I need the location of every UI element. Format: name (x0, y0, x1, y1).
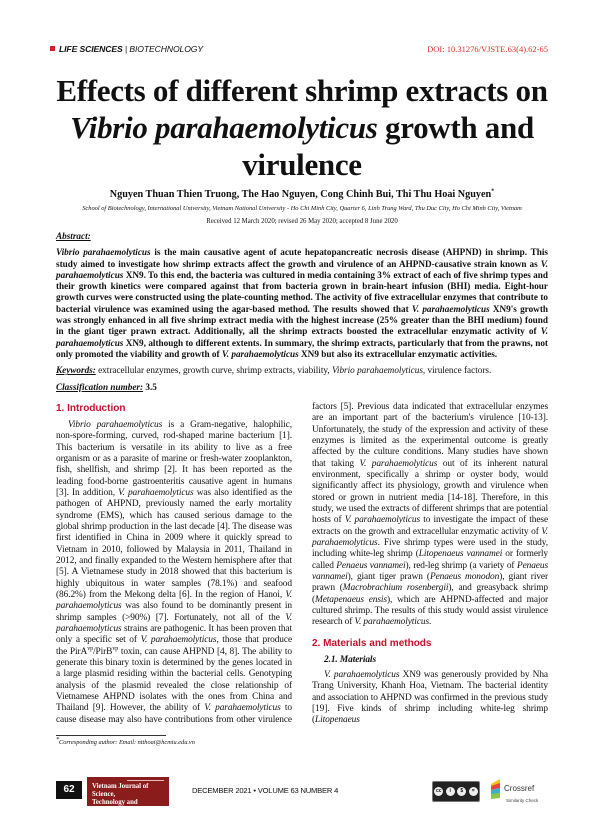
keywords-text (96, 365, 491, 375)
text-segment: /PirB (93, 646, 113, 657)
italic-text: Litopenaeus vannamei (418, 549, 503, 560)
italic-text: Metapenaeus ensis (315, 594, 387, 605)
cc-license-icon[interactable]: cc i $ = (432, 781, 480, 802)
running-header (50, 44, 548, 58)
text-segment: or formerly called (312, 549, 548, 571)
text-segment: , those that produce the PirA (56, 635, 293, 657)
keywords-label: Keywords: (56, 365, 96, 376)
italic-text: V. parahaemolyticus (354, 617, 430, 628)
text-segment: extracellular enzymes, growth curve, shrimp extracts, viability, (95, 365, 332, 376)
heading-materials: 2.1. Materials (324, 654, 376, 665)
text-segment: was also identified as the pathogen of AHPND, previously named the early mortality syndrome (EMS), which has caused serious damage to the global shrimp production in the last decade [4]. The disease was first identified in China in 2009 where it quickly spread to Vietnam in 2010, followed by Malaysia in 2011, Thailand in 2012, and finally expanded to the Western hemisphere after that [5]. A Vietnamese study in 2018 showed that this bacterium is highly ubiquitous in water samples (78.1%) and seafood (86.2%) from the Mekong delta [6]. In the region of Hanoi, (56, 487, 293, 601)
text-segment: XN9 was generously provided by Nha Trang University, Khanh Hoa, Vietnam. The bacterial identity and association to AHPND was confirmed in the previous study [19]. Five kinds of shrimp including white-leg shrimp ( (312, 670, 548, 726)
footnote (56, 738, 548, 747)
doi-link[interactable]: DOI: 10.31276/VJSTE.63(4).62-65 (427, 44, 548, 54)
footnote-divider (56, 735, 166, 736)
text-segment: XN9's growth was strongly enhanced in all five shrimp extract media with the highest increase (25% greater than the BHI medium) found in the giant tiger prawn extract. Additionally, all the shrimp extracts boosted the extracellular enzymatic activity of (56, 303, 548, 337)
crossref-logo[interactable] (491, 779, 561, 809)
materials-paragraph (312, 670, 548, 727)
journal-name-2: Technology and Engineering (92, 798, 138, 814)
text-segment: . Five shrimp types were used in the study, including white-leg shrimp ( (312, 537, 548, 560)
text-segment: is the main causative agent of acute hepatopancreatic necrosis disease (AHPND) in shrimp. This study aimed to investigate how shrimp extracts affect the growth and virulence of an AHPND-causative strain known as (56, 247, 548, 269)
text-segment: vp (112, 645, 119, 652)
heading-introduction: 1. Introduction (56, 402, 126, 414)
italic-text: V. parahaemolyticus (344, 515, 421, 526)
text-segment: to cause disease may also have contributions from other virulence factors [5]. Previous data indicated that extracellular enzymes are an important part of the bacterium's virulence [10-13]. Unfortunately, the study of the expression and activity of these enzymes is limited as the experimental outcome is greatly affected by the culture conditions. Many studies have shown that taking (56, 401, 548, 725)
italic-text: V. parahaemolyticus (312, 526, 548, 548)
italic-text: Macrobrachium rosenbergii (342, 583, 449, 594)
section-marker-icon (50, 46, 55, 51)
abstract-text (56, 247, 548, 360)
page-number: 62 (56, 781, 82, 799)
italic-text: V. parahaemolyticus (324, 670, 400, 681)
text-segment: is a Gram-negative, halophilic, non-spore-forming, curved, rod-shaped marine bacterium [1]. This bacterium is versatile in its ability to live as a free organism or as a parasite of marine or fresh-water zooplankton, fish, shellfish, and shrimp [2]. It has been reported as the leading food-borne gastroenteritis causative agent in humans [3]. In addition, (56, 419, 292, 498)
italic-text: V. parahaemolyticus (56, 326, 548, 348)
italic-text: V. parahaemolyticus (56, 590, 292, 612)
italic-text: Penaeus monodon (429, 572, 500, 583)
italic-text: V. parahaemolyticus (118, 487, 194, 498)
page-footer (56, 777, 548, 814)
abstract-label: Abstract: (56, 231, 91, 241)
classification-value: 3.5 (143, 381, 157, 392)
text-segment: was also found to be dominantly present in shrimp samples (>90%) [7]. Fortunately, not all of the (56, 601, 292, 623)
italic-text: V. parahaemolyticus (56, 612, 292, 635)
article-dates: Received 12 March 2020; revised 26 May 2020; accepted 8 June 2020 (206, 218, 398, 225)
title-line-2: growth and virulence (242, 110, 534, 182)
italic-text: V. parahaemolyticus (56, 258, 548, 280)
title-line-1: Effects of different shrimp extracts on (56, 73, 548, 108)
italic-text: V. parahaemolyticus (359, 458, 438, 469)
italic-text: Penaeus vannamei (312, 560, 548, 583)
separator: | (122, 44, 130, 54)
italic-text: V. parahaemolyticus (204, 703, 281, 714)
italic-text: V. parahaemolyticus (411, 303, 490, 314)
text-segment: ), which are AHPND-affected and major cultured shrimp. The results of this study would assist virulence research of (312, 594, 548, 628)
journal-name-1: Vietnam Journal of Science, (92, 782, 149, 798)
text-segment: XN9 but also its extracellular enzymatic activities. (298, 348, 498, 359)
article-title (40, 72, 564, 183)
text-segment: strains are pathogenic. It has been proven that only a specific set of (56, 624, 292, 646)
italic-text: Vibrio parahaemolyticus (56, 247, 151, 258)
italic-text: Vibrio parahaemolyticus (331, 365, 423, 376)
italic-text: Penaeus vannamei (336, 560, 406, 571)
classification-label: Classification number: (56, 381, 144, 392)
text-segment: ), and greasyback shrimp ( (312, 583, 548, 605)
subsection-name: BIOTECHNOLOGY (129, 44, 204, 54)
footnote-text: Corresponding author: Email: ntthoai@hcmiu.edu.vn (59, 738, 195, 746)
body-text (56, 402, 548, 727)
authors: Nguyen Thuan Thien Truong, The Hao Nguyen, Cong Chinh Bui, Thi Thu Hoai Nguyen (109, 189, 492, 200)
journal-logo (87, 777, 169, 814)
text-segment: . (429, 617, 432, 628)
italic-text: V. parahaemolyticus (140, 635, 217, 646)
text-segment: ), giant tiger prawn ( (347, 572, 430, 583)
crossref-icon (491, 779, 500, 799)
title-species: Vibrio parahaemolyticus (70, 110, 378, 145)
text-segment: , virulence factors. (422, 365, 492, 376)
heading-materials-methods: 2. Materials and methods (312, 637, 432, 649)
text-segment: ), giant river prawn ( (312, 572, 549, 594)
issue-info: DECEMBER 2021 • VOLUME 63 NUMBER 4 (192, 785, 339, 795)
section-name: LIFE SCIENCES (59, 44, 123, 54)
italic-text: Litopenaeus (315, 715, 360, 726)
crossref-similarity: Similarity Check (506, 797, 539, 803)
text-segment: XN9. To this end, the bacteria was cultured in media containing 3% extract of each of five shrimp types and their growth kinetics were compared against that from bacteria grown in brain-heart infusion (BHI) media. Eight-hour growth curves were constructed using the plate-counting method. The activity of five extracellular enzymes that contribute to bacterial virulence was examined using the agar-based method. The results showed that (56, 269, 548, 314)
author-list (56, 188, 548, 201)
footnote-mark: * (56, 736, 59, 743)
text-segment: ), red-leg shrimp (a variety of (405, 560, 517, 571)
corresponding-mark: * (491, 188, 495, 195)
section-label (50, 44, 203, 54)
affiliation: School of Biotechnology, International University, Vietnam National University - Ho Chi Minh City, Quarter 6, Linh Trung Ward, Thu Duc City, Ho Chi Minh City, Vietnam (82, 205, 522, 212)
italic-text: V. parahaemolyticus (221, 348, 299, 359)
text-segment: toxin, can cause AHPND [4, 8]. The ability to generate this binary toxin is determined by the genes located in a large plasmid residing within the bacterial cells. Genotyping analysis of the plasmid revealed the close relationship of Vietnamese AHPND isolates with the ones from China and Thailand [9]. However, the ability of (56, 646, 292, 714)
italic-text: Vibrio parahaemolyticus (68, 419, 163, 430)
text-segment: out of its inherent natural environment, specifically a shrimp or oyster body, would significantly affect its physiology, growth and virulence when stored or grown in nutrient media [14-18]. Therefore, in this study, we used the extracts of different shrimps that are potential hosts of (312, 458, 549, 526)
text-segment: to investigate the impact of these extracts on the growth and extracellular enzymatic activity of (312, 515, 548, 537)
text-segment: vp (87, 645, 93, 652)
crossref-name: Crossref (504, 783, 535, 793)
text-segment: XN9, although to different extents. In summary, the shrimp extracts, particularly that from the prawns, not only promoted the viability and growth of (56, 337, 548, 359)
abstract-block (56, 231, 548, 393)
